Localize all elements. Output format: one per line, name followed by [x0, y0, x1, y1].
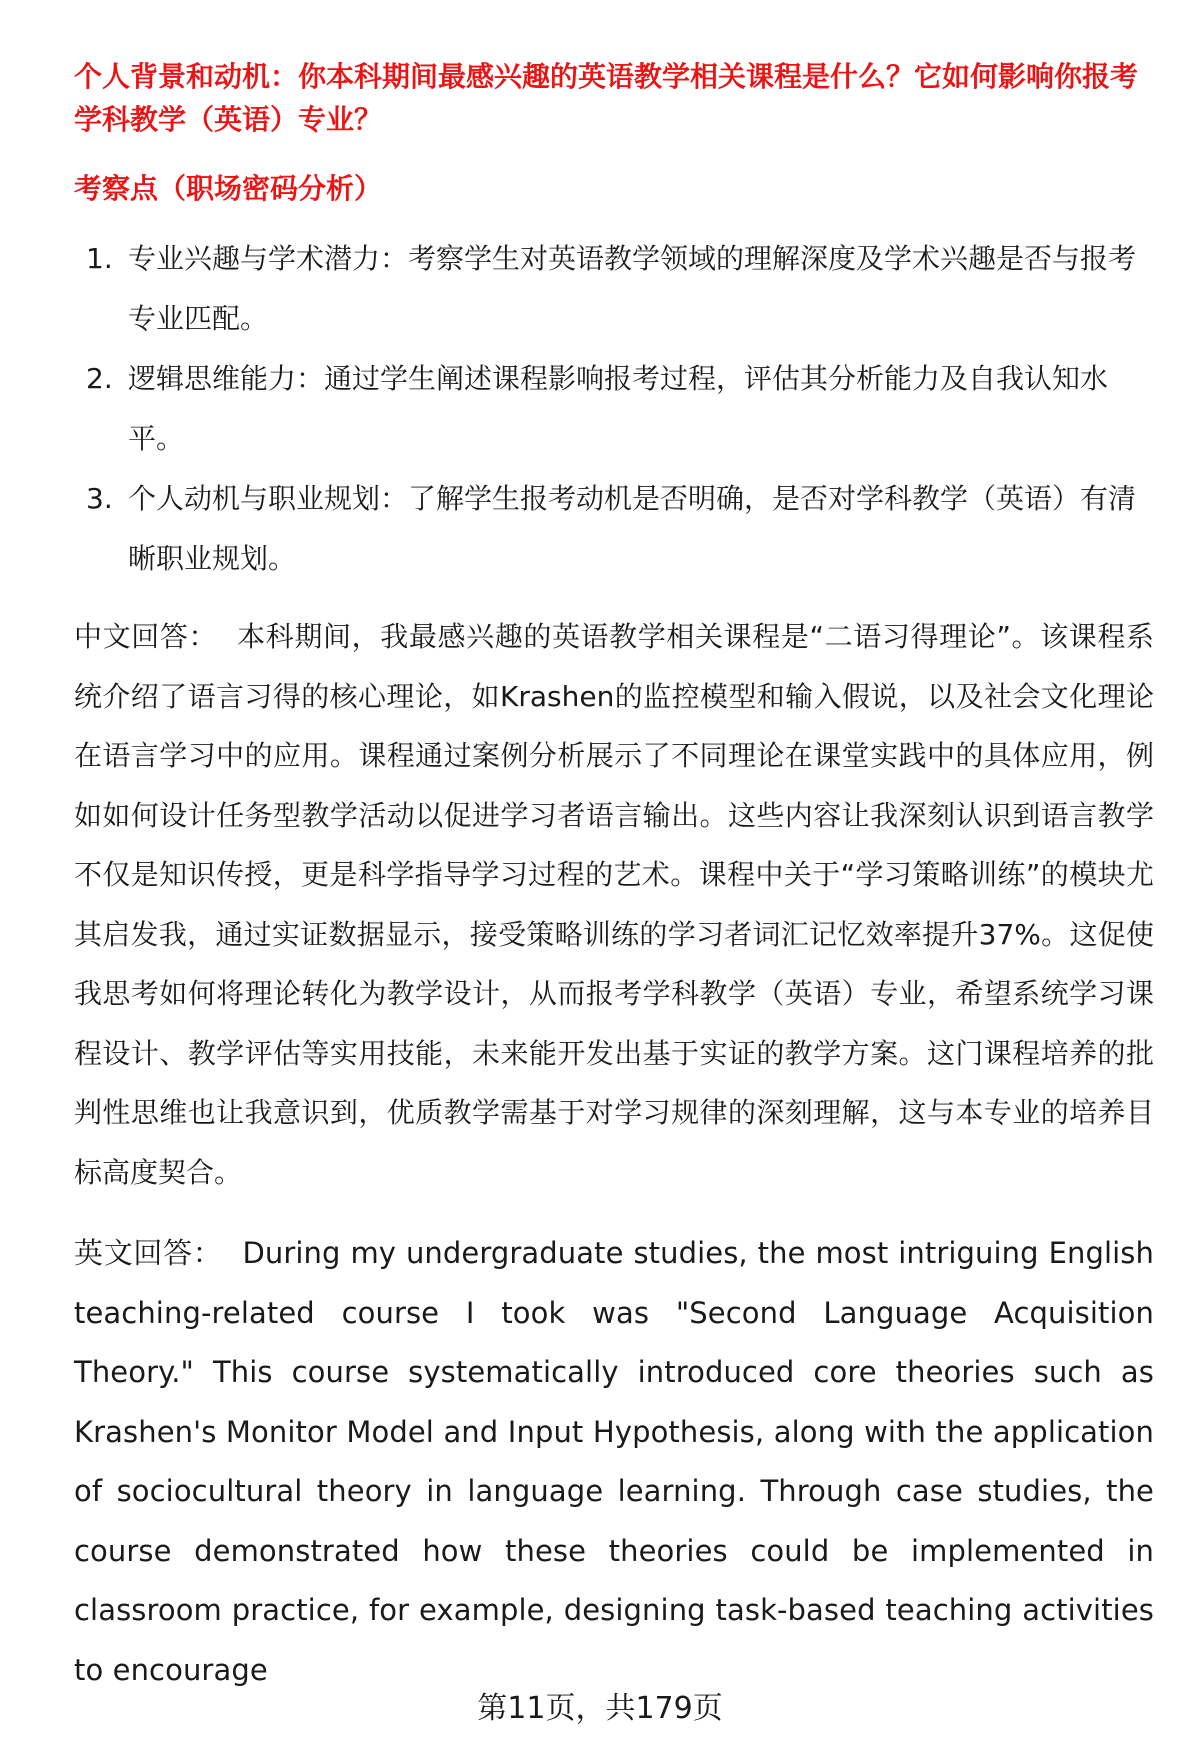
list-item: [74, 469, 1154, 589]
chinese-answer: [74, 607, 1154, 1202]
list-item-text: 逻辑思维能力：通过学生阐述课程影响报考过程，评估其分析能力及自我认知水平。: [128, 362, 1109, 455]
list-item-number: 3.: [86, 482, 113, 515]
chinese-answer-text: 本科期间，我最感兴趣的英语教学相关课程是“二语习得理论”。该课程系统介绍了语言习得的核心理论，如Krashen的监控模型和输入假说，以及社会文化理论在语言学习中的应用。课程通过案例分析展示了不同理论在课堂实践中的具体应用，例如如何设计任务型教学活动以促进学习者语言输出。这些内容让我深刻认识到语言教学不仅是知识传授，更是科学指导学习过程的艺术。课程中关于“学习策略训练”的模块尤其启发我，通过实证数据显示，接受策略训练的学习者词汇记忆效率提升37%。这促使我思考如何将理论转化为教学设计，从而报考学科教学（英语）专业，希望系统学习课程设计、教学评估等实用技能，未来能开发出基于实证的教学方案。这门课程培养的批判性思维也让我意识到，优质教学需基于对学习规律的深刻理解，这与本专业的培养目标高度契合。: [74, 620, 1154, 1189]
list-item: [74, 229, 1154, 349]
chinese-answer-label: 中文回答：: [74, 620, 218, 653]
page-number: 第11页，共179页: [477, 1691, 723, 1726]
english-answer: [74, 1224, 1154, 1700]
english-answer-text: During my undergraduate studies, the most intriguing English teaching-related course I took was "Second Language Acquisition Theory." This course systematically introduced core theories such as Krashen's Monitor Model and Input Hypothesis, along with the application of sociocultural theory in language learning. Through case studies, the course demonstrated how these theories could be implemented in classroom practice, for example, designing task-based teaching activities to encourage: [74, 1236, 1154, 1687]
section-heading: 考察点（职场密码分析）: [74, 172, 383, 205]
list-item: [74, 349, 1154, 469]
list-item-number: 1.: [86, 242, 113, 275]
document-page: [74, 55, 1154, 1700]
english-answer-label: 英文回答：: [74, 1236, 223, 1270]
list-item-text: 个人动机与职业规划：了解学生报考动机是否明确，是否对学科教学（英语）有清晰职业规划。: [128, 482, 1137, 575]
assessment-points-list: [74, 229, 1154, 589]
list-item-text: 专业兴趣与学术潜力：考察学生对英语教学领域的理解深度及学术兴趣是否与报考专业匹配。: [128, 242, 1137, 335]
list-item-number: 2.: [86, 362, 113, 395]
question-heading: 个人背景和动机：你本科期间最感兴趣的英语教学相关课程是什么？它如何影响你报考学科教学（英语）专业？: [74, 60, 1139, 136]
